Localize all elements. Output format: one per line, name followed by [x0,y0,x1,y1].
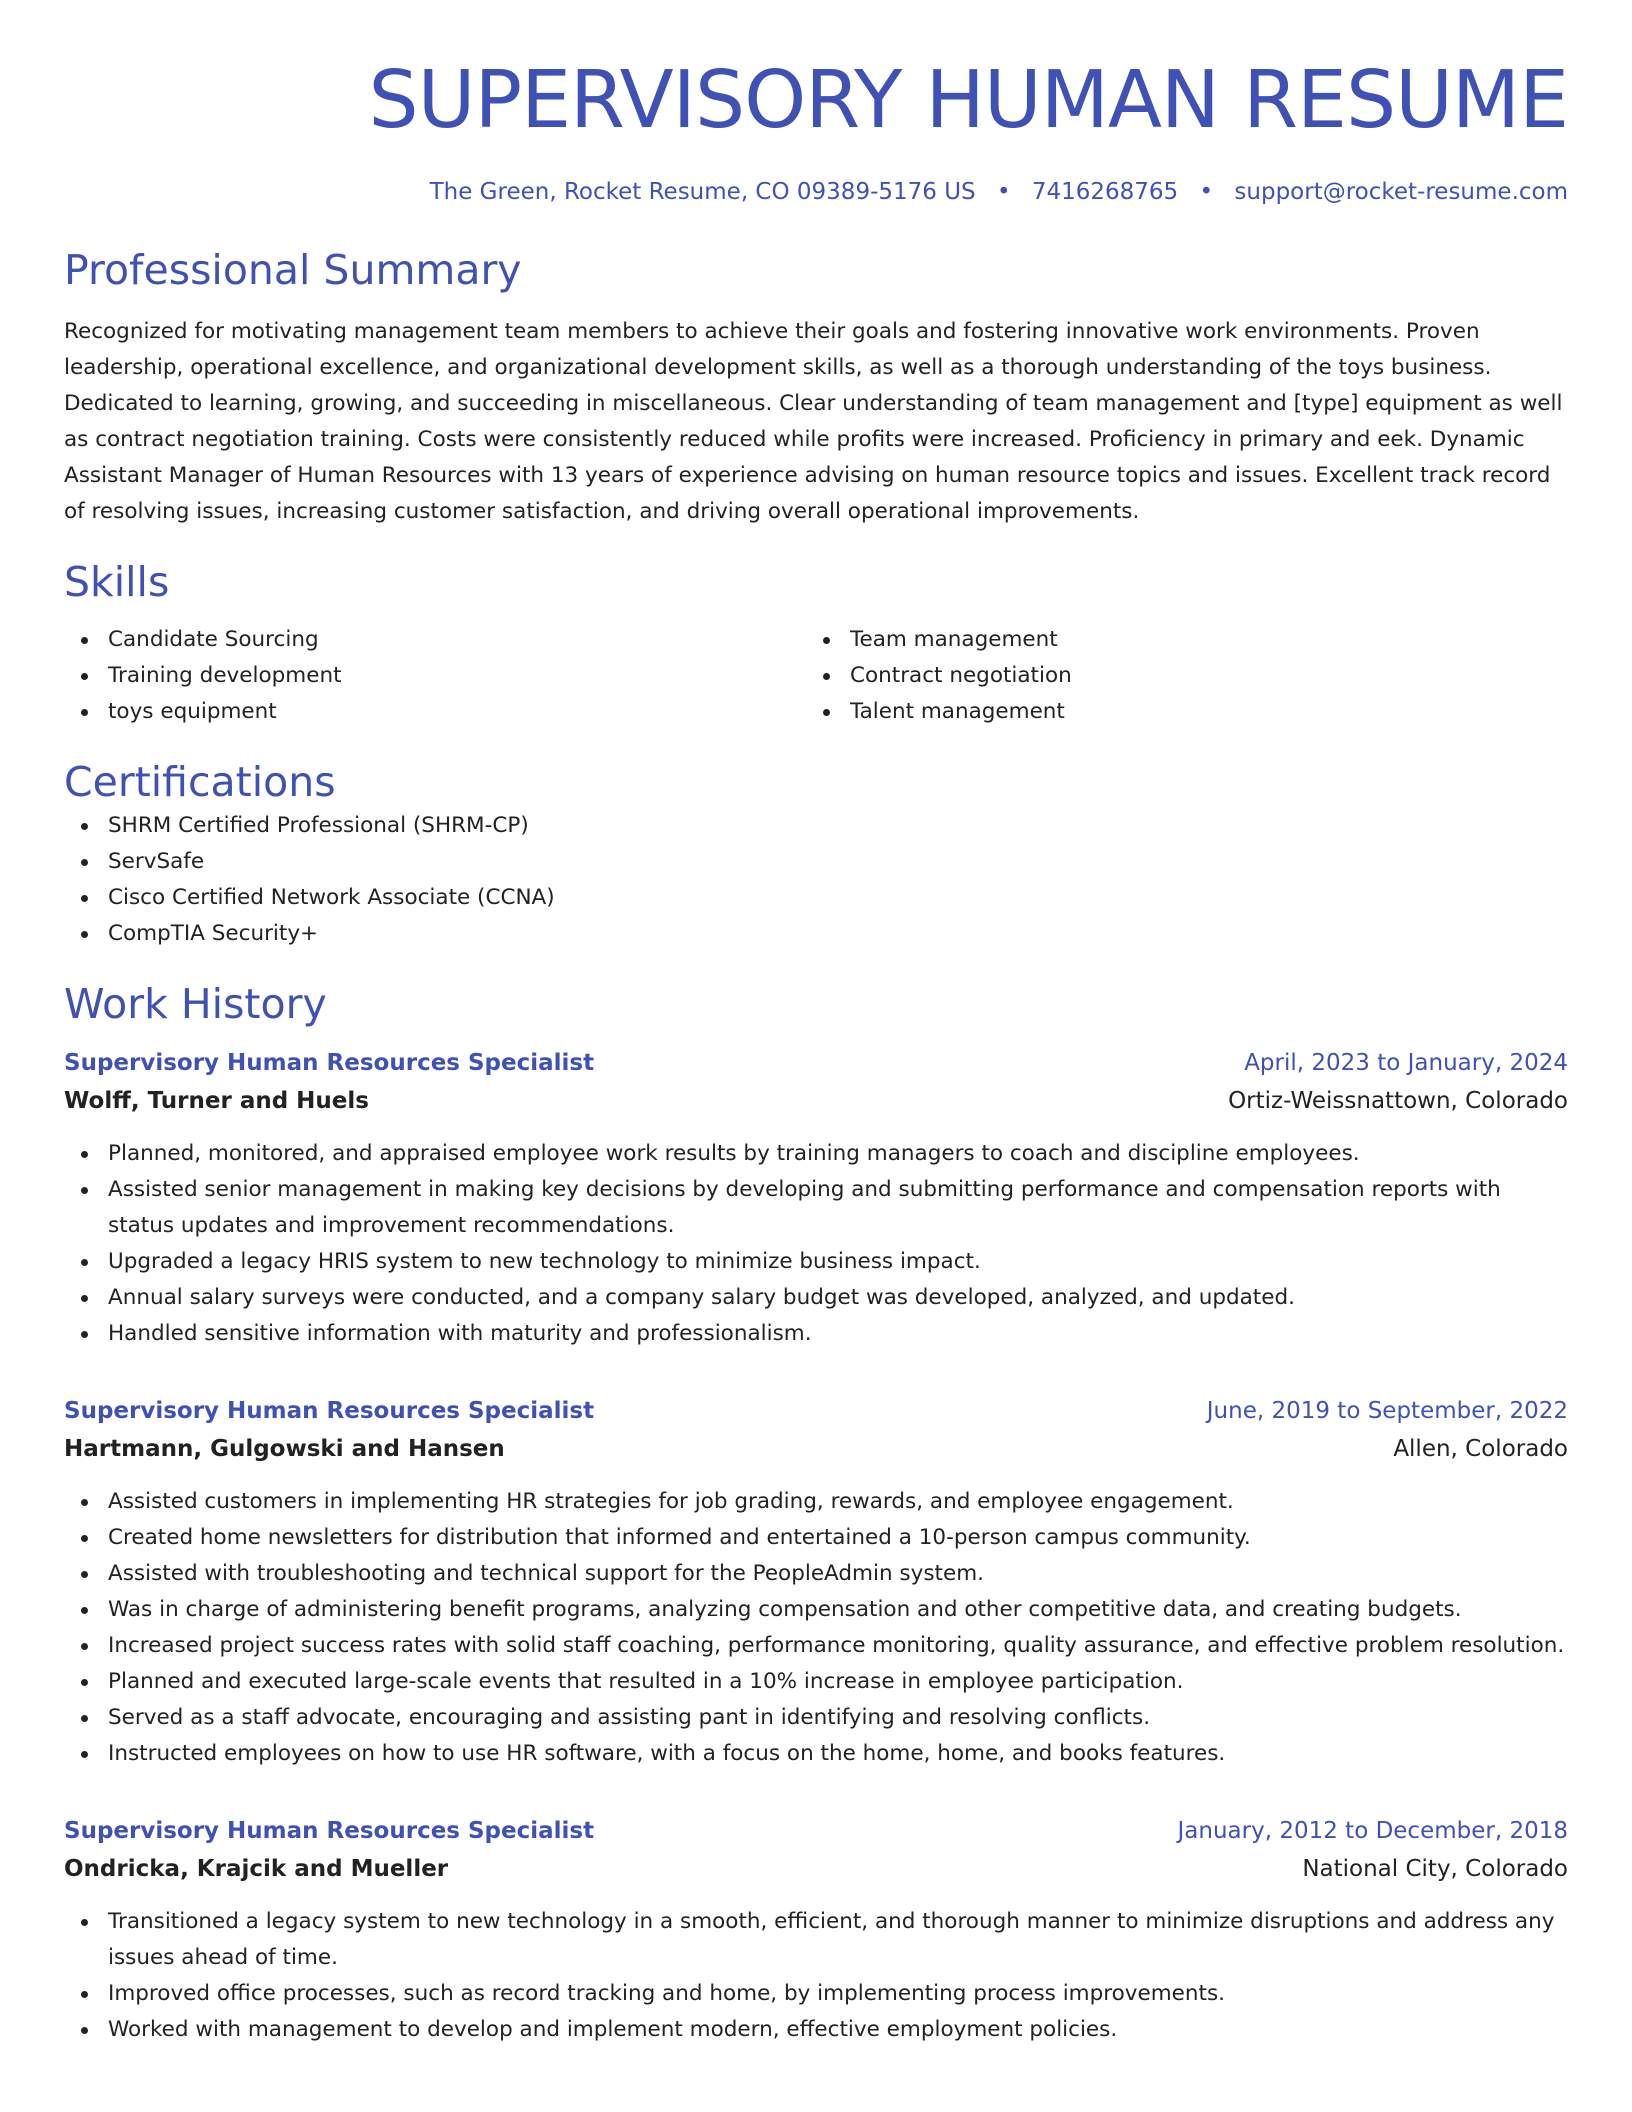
contact-phone: 7416268765 [1031,179,1179,205]
certification-item: Cisco Certified Network Associate (CCNA) [64,880,1568,916]
job-bullet: Improved office processes, such as record tracking and home, by implementing process improvements. [64,1976,1568,2012]
skill-item: Talent management [806,694,1548,730]
job-header-row [64,1392,1568,1430]
job-company: Wolff, Turner and Huels [64,1088,369,1114]
job-entry [64,1392,1568,1772]
job-location: National City, Colorado [1302,1856,1568,1882]
contact-address: The Green, Rocket Resume, CO 09389-5176 US [429,179,976,205]
certification-item: CompTIA Security+ [64,916,1568,952]
certifications-list [64,808,1568,952]
skill-item: Team management [806,622,1548,658]
job-bullet: Assisted customers in implementing HR strategies for job grading, rewards, and employee engagement. [64,1484,1568,1520]
job-bullet: Increased project success rates with solid staff coaching, performance monitoring, quality assurance, and effective problem resolution. [64,1628,1568,1664]
job-title: Supervisory Human Resources Specialist [64,1818,595,1844]
job-title: Supervisory Human Resources Specialist [64,1398,595,1424]
skill-item: toys equipment [64,694,806,730]
job-bullet: Assisted with troubleshooting and technical support for the PeopleAdmin system. [64,1556,1568,1592]
job-company: Hartmann, Gulgowski and Hansen [64,1436,505,1462]
skill-item: Candidate Sourcing [64,622,806,658]
job-bullet: Assisted senior management in making key decisions by developing and submitting performance and compensation reports with status updates and improvement recommendations. [64,1172,1568,1244]
job-bullet: Upgraded a legacy HRIS system to new technology to minimize business impact. [64,1244,1568,1280]
skills-heading: Skills [64,558,170,606]
job-bullet: Planned, monitored, and appraised employee work results by training managers to coach and discipline employees. [64,1136,1568,1172]
skill-item: Contract negotiation [806,658,1548,694]
job-bullet: Planned and executed large-scale events that resulted in a 10% increase in employee participation. [64,1664,1568,1700]
job-bullets [64,1136,1568,1352]
job-header-row [64,1812,1568,1850]
job-entry [64,1812,1568,2048]
contact-email: support@rocket-resume.com [1234,179,1568,205]
summary-heading: Professional Summary [64,246,522,294]
job-bullets [64,1484,1568,1772]
job-bullet: Instructed employees on how to use HR software, with a focus on the home, home, and books features. [64,1736,1568,1772]
job-bullets [64,1904,1568,2048]
contact-separator: • [996,179,1011,205]
job-bullet: Transitioned a legacy system to new technology in a smooth, efficient, and thorough manner to minimize disruptions and address any issues ahead of time. [64,1904,1568,1976]
skills-list [64,622,1568,730]
skills-column-right [806,622,1548,730]
job-company-row [64,1850,1568,1888]
job-company-row [64,1082,1568,1120]
job-dates: January, 2012 to December, 2018 [1177,1818,1568,1844]
job-entry [64,1044,1568,1352]
skills-column-left [64,622,806,730]
job-bullet: Served as a staff advocate, encouraging and assisting pant in identifying and resolving conflicts. [64,1700,1568,1736]
certifications-heading: Certifications [64,758,336,806]
job-bullet: Handled sensitive information with maturity and professionalism. [64,1316,1568,1352]
certification-item: SHRM Certified Professional (SHRM-CP) [64,808,1568,844]
job-company: Ondricka, Krajcik and Mueller [64,1856,449,1882]
job-dates: April, 2023 to January, 2024 [1244,1050,1568,1076]
work-history-heading: Work History [64,980,327,1028]
job-title: Supervisory Human Resources Specialist [64,1050,595,1076]
summary-text: Recognized for motivating management team members to achieve their goals and fostering innovative work environments. Proven leadership, operational excellence, and organizational development skills, as well as a thorough understanding of the toys business. Dedicated to learning, growing, and succeeding in miscellaneous. Clear understanding of team management and [type] equipment as well as contract negotiation training. Costs were consistently reduced while profits were increased. Proficiency in primary and eek. Dynamic Assistant Manager of Human Resources with 13 years of experience advising on human resource topics and issues. Excellent track record of resolving issues, increasing customer satisfaction, and driving overall operational improvements. [64,319,1563,524]
job-bullet: Was in charge of administering benefit programs, analyzing compensation and other competitive data, and creating budgets. [64,1592,1568,1628]
job-bullet: Annual salary surveys were conducted, and a company salary budget was developed, analyzed, and updated. [64,1280,1568,1316]
skill-item: Training development [64,658,806,694]
job-company-row [64,1430,1568,1468]
job-dates: June, 2019 to September, 2022 [1206,1398,1568,1424]
job-bullet: Created home newsletters for distribution that informed and entertained a 10-person campus community. [64,1520,1568,1556]
job-location: Allen, Colorado [1393,1436,1568,1462]
certification-item: ServSafe [64,844,1568,880]
candidate-name: SUPERVISORY HUMAN RESUME [368,54,1568,146]
job-header-row [64,1044,1568,1082]
resume-header [64,52,1568,208]
contact-separator: • [1199,179,1214,205]
job-bullet: Worked with management to develop and implement modern, effective employment policies. [64,2012,1568,2048]
job-location: Ortiz-Weissnattown, Colorado [1228,1088,1568,1114]
contact-line [64,176,1568,208]
